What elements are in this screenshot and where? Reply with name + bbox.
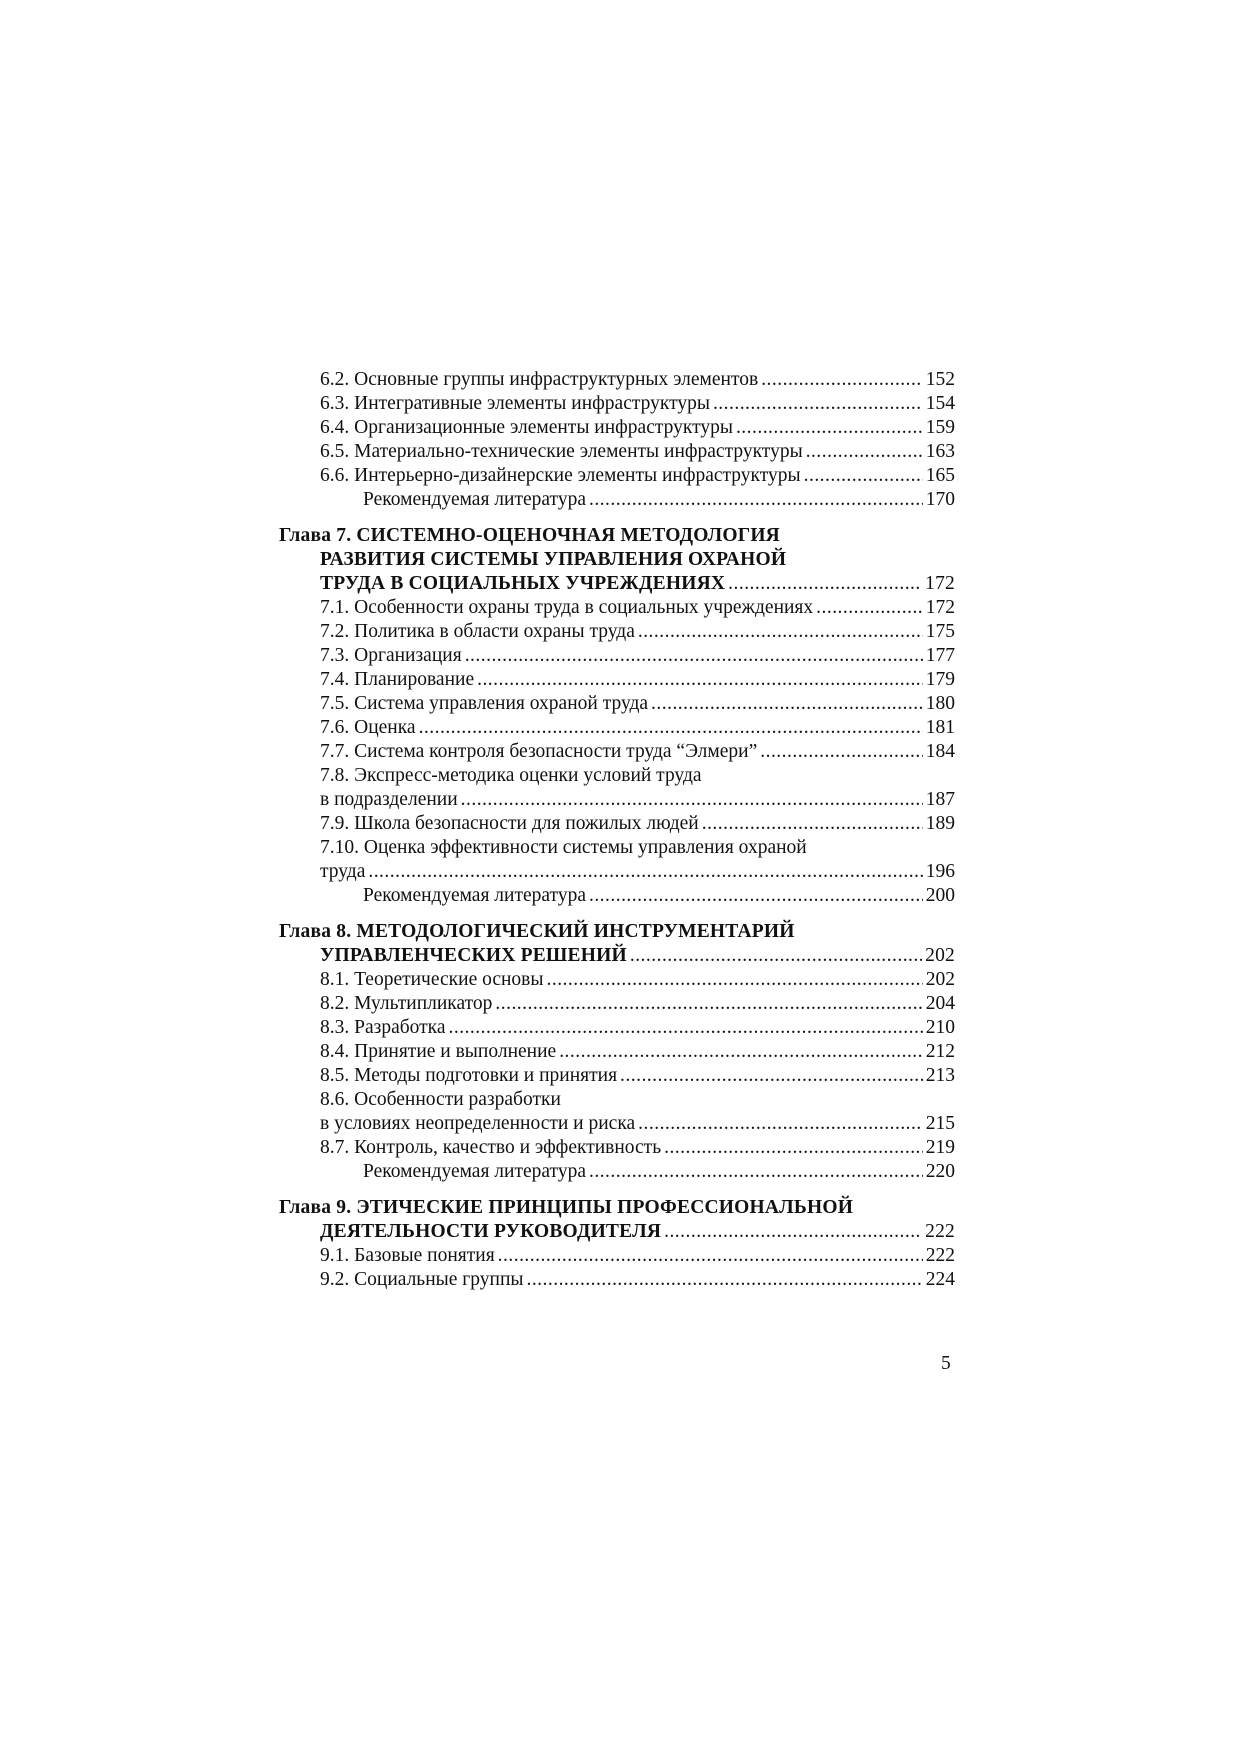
leader-dots (760, 740, 923, 764)
chapter-title: Глава 8. МЕТОДОЛОГИЧЕСКИЙ ИНСТРУМЕНТАРИЙ (279, 921, 795, 942)
toc-entry-7-9 (279, 812, 955, 836)
toc-page-number: 177 (925, 645, 955, 666)
toc-entry-7-3 (279, 644, 955, 668)
toc-entry-title: 6.4. Организационные элементы инфраструктуры (320, 417, 733, 438)
toc-entry-title: 7.5. Система управления охраной труда (320, 693, 649, 714)
toc-entry-7-8-line-1 (279, 764, 955, 788)
leader-dots (465, 644, 923, 668)
chapter-9-heading-line-1 (279, 1196, 955, 1220)
leader-dots (638, 620, 923, 644)
leader-dots (419, 716, 923, 740)
leader-dots (589, 488, 923, 512)
leader-dots (806, 440, 923, 464)
toc-entry-literature-7 (279, 884, 955, 908)
chapter-title: Глава 9. ЭТИЧЕСКИЕ ПРИНЦИПЫ ПРОФЕССИОНАЛЬНОЙ (279, 1197, 854, 1218)
toc-page-number: 202 (925, 945, 955, 966)
toc-entry-title: 7.10. Оценка эффективности системы управления охраной (320, 837, 807, 858)
toc-page-number: 184 (925, 741, 955, 762)
chapter-9-heading-line-2 (279, 1220, 955, 1244)
toc-entry-title: 7.7. Система контроля безопасности труда “Элмери” (320, 741, 758, 762)
toc-page-number: 200 (925, 885, 955, 906)
leader-dots (761, 368, 923, 392)
toc-page-number: 154 (925, 393, 955, 414)
page-number-footer: 5 (941, 1353, 951, 1374)
toc-entry-8-4 (279, 1040, 955, 1064)
toc-page-number: 172 (925, 597, 955, 618)
chapter-title: ДЕЯТЕЛЬНОСТИ РУКОВОДИТЕЛЯ (320, 1221, 662, 1242)
toc-entry-7-1 (279, 596, 955, 620)
toc-entry-8-2 (279, 992, 955, 1016)
toc-entry-title: 8.2. Мультипликатор (320, 993, 493, 1014)
chapter-title: УПРАВЛЕНЧЕСКИХ РЕШЕНИЙ (320, 945, 627, 966)
toc-page-number: 224 (925, 1269, 955, 1290)
toc-entry-title: 8.6. Особенности разработки (320, 1089, 561, 1110)
toc-entry-9-1 (279, 1244, 955, 1268)
toc-entry-7-2 (279, 620, 955, 644)
chapter-7-heading-line-2 (279, 548, 955, 572)
leader-dots (804, 464, 923, 488)
toc-page-number: 210 (925, 1017, 955, 1038)
leader-dots (559, 1040, 923, 1064)
toc-entry-literature-6 (279, 488, 955, 512)
toc-page-number: 152 (925, 369, 955, 390)
toc-entry-title: 8.1. Теоретические основы (320, 969, 544, 990)
toc-page-number: 222 (925, 1245, 955, 1266)
chapter-title: РАЗВИТИЯ СИСТЕМЫ УПРАВЛЕНИЯ ОХРАНОЙ (320, 549, 787, 570)
toc-entry-8-6-line-2 (279, 1112, 955, 1136)
toc-entry-title: Рекомендуемая литература (363, 885, 586, 906)
chapter-title: Глава 7. СИСТЕМНО-ОЦЕНОЧНАЯ МЕТОДОЛОГИЯ (279, 525, 780, 546)
toc-page-number: 189 (925, 813, 955, 834)
leader-dots (477, 668, 923, 692)
toc-entry-8-7 (279, 1136, 955, 1160)
toc-entry-title: 8.4. Принятие и выполнение (320, 1041, 557, 1062)
toc-entry-title: Рекомендуемая литература (363, 489, 586, 510)
chapter-8-heading-line-2 (279, 944, 955, 968)
toc-entry-6-2 (279, 368, 955, 392)
leader-dots (495, 992, 922, 1016)
toc-page-number: 179 (925, 669, 955, 690)
toc-entry-title: 6.5. Материально-технические элементы инфраструктуры (320, 441, 803, 462)
chapter-7-heading-line-3 (279, 572, 955, 596)
toc-page-number: 180 (925, 693, 955, 714)
leader-dots (498, 1244, 923, 1268)
toc-entry-7-5 (279, 692, 955, 716)
toc-page-number: 202 (925, 969, 955, 990)
leader-dots (713, 392, 923, 416)
leader-dots (620, 1064, 923, 1088)
toc-entry-title: 9.1. Базовые понятия (320, 1245, 495, 1266)
toc-page-number: 215 (925, 1113, 955, 1134)
leader-dots (461, 788, 923, 812)
toc-entry-7-10-line-2 (279, 860, 955, 884)
toc-entry-title: 7.6. Оценка (320, 717, 416, 738)
toc-entry-6-4 (279, 416, 955, 440)
toc-page-number: 219 (925, 1137, 955, 1158)
toc-entry-literature-8 (279, 1160, 955, 1184)
toc-entry-title: 8.5. Методы подготовки и принятия (320, 1065, 618, 1086)
toc-entry-7-7 (279, 740, 955, 764)
toc-entry-title: 6.6. Интерьерно-дизайнерские элементы инфраструктуры (320, 465, 801, 486)
toc-entry-title: в условиях неопределенности и риска (320, 1113, 636, 1134)
chapter-8-heading-line-1 (279, 920, 955, 944)
toc-entry-7-10-line-1 (279, 836, 955, 860)
toc-page-number: 181 (925, 717, 955, 738)
toc-entry-6-3 (279, 392, 955, 416)
chapter-title: ТРУДА В СОЦИАЛЬНЫХ УЧРЕЖДЕНИЯХ (320, 573, 726, 594)
toc-entry-6-6 (279, 464, 955, 488)
leader-dots (651, 692, 923, 716)
toc-page-number: 159 (925, 417, 955, 438)
toc-entry-title: труда (320, 861, 366, 882)
toc-entry-8-5 (279, 1064, 955, 1088)
toc-entry-title: 8.7. Контроль, качество и эффективность (320, 1137, 662, 1158)
toc-page-number: 212 (925, 1041, 955, 1062)
leader-dots (664, 1136, 923, 1160)
toc-entry-9-2 (279, 1268, 955, 1292)
toc-entry-title: 7.2. Политика в области охраны труда (320, 621, 635, 642)
toc-page-number: 172 (925, 573, 955, 594)
leader-dots (449, 1016, 923, 1040)
leader-dots (702, 812, 923, 836)
toc-entry-title: 7.1. Особенности охраны труда в социальных учреждениях (320, 597, 814, 618)
toc-page-number: 196 (925, 861, 955, 882)
chapter-7-heading-line-1 (279, 524, 955, 548)
toc-entry-title: 7.9. Школа безопасности для пожилых людей (320, 813, 699, 834)
toc-entry-8-1 (279, 968, 955, 992)
toc-entry-title: в подразделении (320, 789, 458, 810)
leader-dots (368, 860, 922, 884)
toc-page-number: 220 (925, 1161, 955, 1182)
toc-entry-title: 7.3. Организация (320, 645, 462, 666)
leader-dots (728, 572, 922, 596)
toc-page-number: 175 (925, 621, 955, 642)
leader-dots (589, 1160, 923, 1184)
toc-entry-title: Рекомендуемая литература (363, 1161, 586, 1182)
toc-page-number: 187 (925, 789, 955, 810)
toc-entry-7-6 (279, 716, 955, 740)
leader-dots (547, 968, 923, 992)
toc-entry-7-8-line-2 (279, 788, 955, 812)
leader-dots (664, 1220, 922, 1244)
leader-dots (630, 944, 922, 968)
leader-dots (589, 884, 923, 908)
toc-entry-title: 7.4. Планирование (320, 669, 475, 690)
toc-entry-title: 6.2. Основные группы инфраструктурных элементов (320, 369, 759, 390)
toc-page-number: 170 (925, 489, 955, 510)
toc-entry-8-3 (279, 1016, 955, 1040)
toc-entry-6-5 (279, 440, 955, 464)
leader-dots (526, 1268, 922, 1292)
toc-entry-title: 9.2. Социальные группы (320, 1269, 524, 1290)
leader-dots (816, 596, 923, 620)
toc-entry-title: 8.3. Разработка (320, 1017, 446, 1038)
toc-page-number: 213 (925, 1065, 955, 1086)
table-of-contents (279, 368, 955, 1292)
toc-page-number: 165 (925, 465, 955, 486)
toc-page-number: 204 (925, 993, 955, 1014)
leader-dots (736, 416, 923, 440)
toc-entry-title: 7.8. Экспресс-методика оценки условий труда (320, 765, 702, 786)
toc-page-number: 222 (925, 1221, 955, 1242)
toc-entry-8-6-line-1 (279, 1088, 955, 1112)
leader-dots (638, 1112, 923, 1136)
toc-entry-title: 6.3. Интегративные элементы инфраструктуры (320, 393, 710, 414)
toc-page-number: 163 (925, 441, 955, 462)
toc-entry-7-4 (279, 668, 955, 692)
